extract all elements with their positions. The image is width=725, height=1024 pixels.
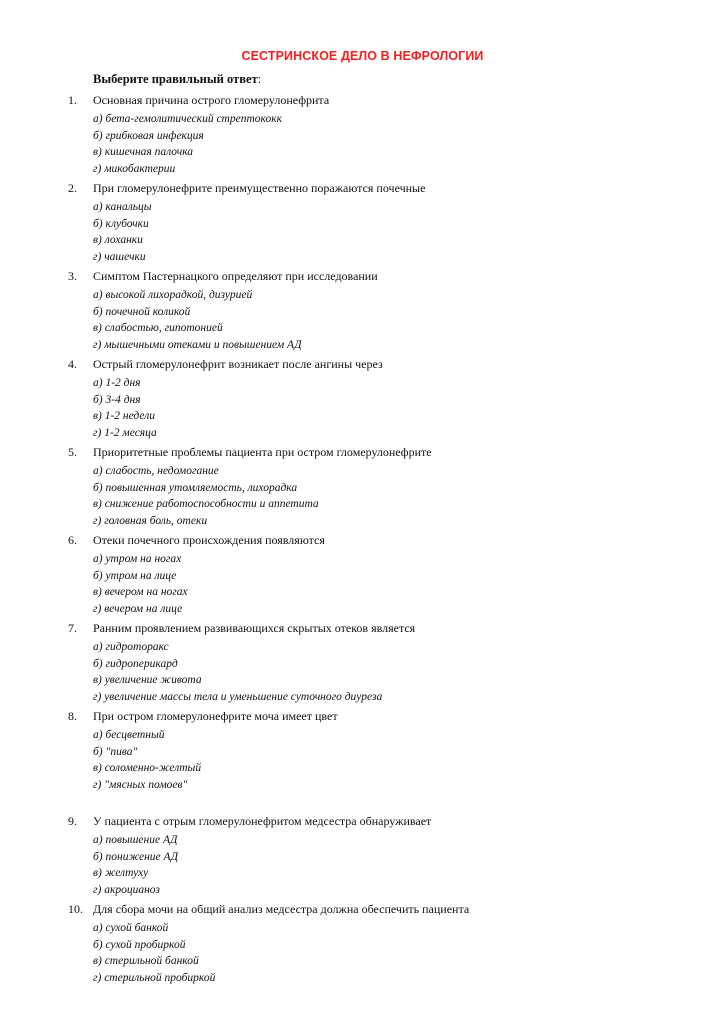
answer-option: б) утром на лице (93, 569, 177, 582)
answer-option: б) почечной коликой (93, 305, 191, 318)
question-number: 10. (68, 902, 83, 916)
answer-option: а) гидроторакс (93, 641, 169, 653)
answer-option: в) стерильной банкой (93, 955, 199, 967)
answer-option: г) 1-2 месяца (93, 426, 157, 439)
answer-option: г) головная боль, отеки (93, 514, 208, 527)
instruction-label: Выберите правильный ответ (93, 72, 258, 86)
answer-options (93, 551, 188, 617)
question-number: 8. (68, 709, 77, 723)
answer-options (93, 920, 215, 986)
answer-option: б) 3-4 дня (93, 393, 141, 406)
answer-option: б) сухой пробиркой (93, 938, 186, 951)
answer-option: в) снижение работоспособности и аппетита (93, 498, 319, 510)
answer-option: а) утром на ногах (93, 553, 182, 565)
question-text: Основная причина острого гломерулонефрита (93, 93, 330, 107)
answer-option: г) акроцианоз (93, 883, 160, 896)
answer-option: г) мышечными отеками и повышением АД (93, 338, 302, 351)
answer-option: в) кишечная палочка (93, 146, 194, 158)
answer-options (93, 375, 157, 441)
answer-options (93, 639, 382, 705)
answer-options (93, 287, 302, 353)
question-text: Острый гломерулонефрит возникает после ангины через (93, 357, 383, 371)
answer-option: в) 1-2 недели (93, 410, 155, 422)
question-text: Ранним проявлением развивающихся скрытых отеков является (93, 621, 416, 635)
answer-option: г) чашечки (93, 250, 146, 263)
question-number: 1. (68, 93, 77, 107)
answer-option: а) канальцы (93, 201, 152, 213)
answer-options (93, 463, 319, 529)
question-number: 6. (68, 533, 77, 547)
answer-options (93, 832, 178, 898)
question-text: Отеки почечного происхождения появляются (93, 533, 325, 547)
question-text: Приоритетные проблемы пациента при остром гломерулонефрите (93, 445, 432, 459)
question-number: 4. (68, 357, 77, 371)
answer-option: г) вечером на лице (93, 602, 183, 615)
answer-option: б) "пива" (93, 745, 138, 758)
answer-option: а) повышение АД (93, 834, 178, 846)
question-number: 9. (68, 814, 77, 828)
answer-option: в) соломенно-желтый (93, 762, 202, 774)
answer-options (93, 111, 282, 177)
answer-option: в) желтуху (93, 867, 149, 879)
question-number: 7. (68, 621, 77, 635)
answer-option: г) стерильной пробиркой (93, 971, 216, 984)
instruction-colon: : (257, 72, 262, 86)
question-text: При гломерулонефрите преимущественно поражаются почечные (93, 181, 426, 195)
answer-option: г) увеличение массы тела и уменьшение суточного диуреза (93, 690, 383, 703)
question-number: 3. (68, 269, 77, 283)
question-text: У пациента с отрым гломерулонефритом медсестра обнаруживает (93, 814, 432, 828)
answer-option: а) бесцветный (93, 729, 165, 741)
answer-option: б) гидроперикард (93, 657, 178, 670)
document-title: СЕСТРИНСКОЕ ДЕЛО В НЕФРОЛОГИИ (241, 49, 484, 63)
instruction (93, 72, 261, 87)
answer-option: а) высокой лихорадкой, дизурией (93, 289, 253, 301)
question-number: 2. (68, 181, 77, 195)
answer-option: а) бета-гемолитический стрептококк (93, 113, 282, 125)
answer-option: г) микобактерии (93, 162, 176, 175)
answer-option: г) "мясных помоев" (93, 778, 188, 791)
answer-option: в) увеличение живота (93, 674, 202, 686)
question-number: 5. (68, 445, 77, 459)
question-text: Симптом Пастернацкого определяют при исследовании (93, 269, 378, 283)
question-text: Для сбора мочи на общий анализ медсестра должна обеспечить пациента (93, 902, 470, 916)
answer-option: б) грибковая инфекция (93, 129, 204, 142)
answer-option: а) 1-2 дня (93, 377, 141, 389)
answer-option: в) вечером на ногах (93, 586, 188, 598)
question-text: При остром гломерулонефрите моча имеет цвет (93, 709, 338, 723)
answer-option: б) клубочки (93, 217, 149, 230)
answer-option: в) слабостью, гипотонией (93, 322, 223, 334)
answer-option: б) понижение АД (93, 850, 179, 863)
answer-options (93, 199, 152, 265)
answer-option: в) лоханки (93, 234, 143, 246)
answer-option: а) сухой банкой (93, 922, 169, 934)
answer-options (93, 727, 201, 793)
answer-option: а) слабость, недомогание (93, 465, 219, 477)
answer-option: б) повышенная утомляемость, лихорадка (93, 481, 298, 494)
